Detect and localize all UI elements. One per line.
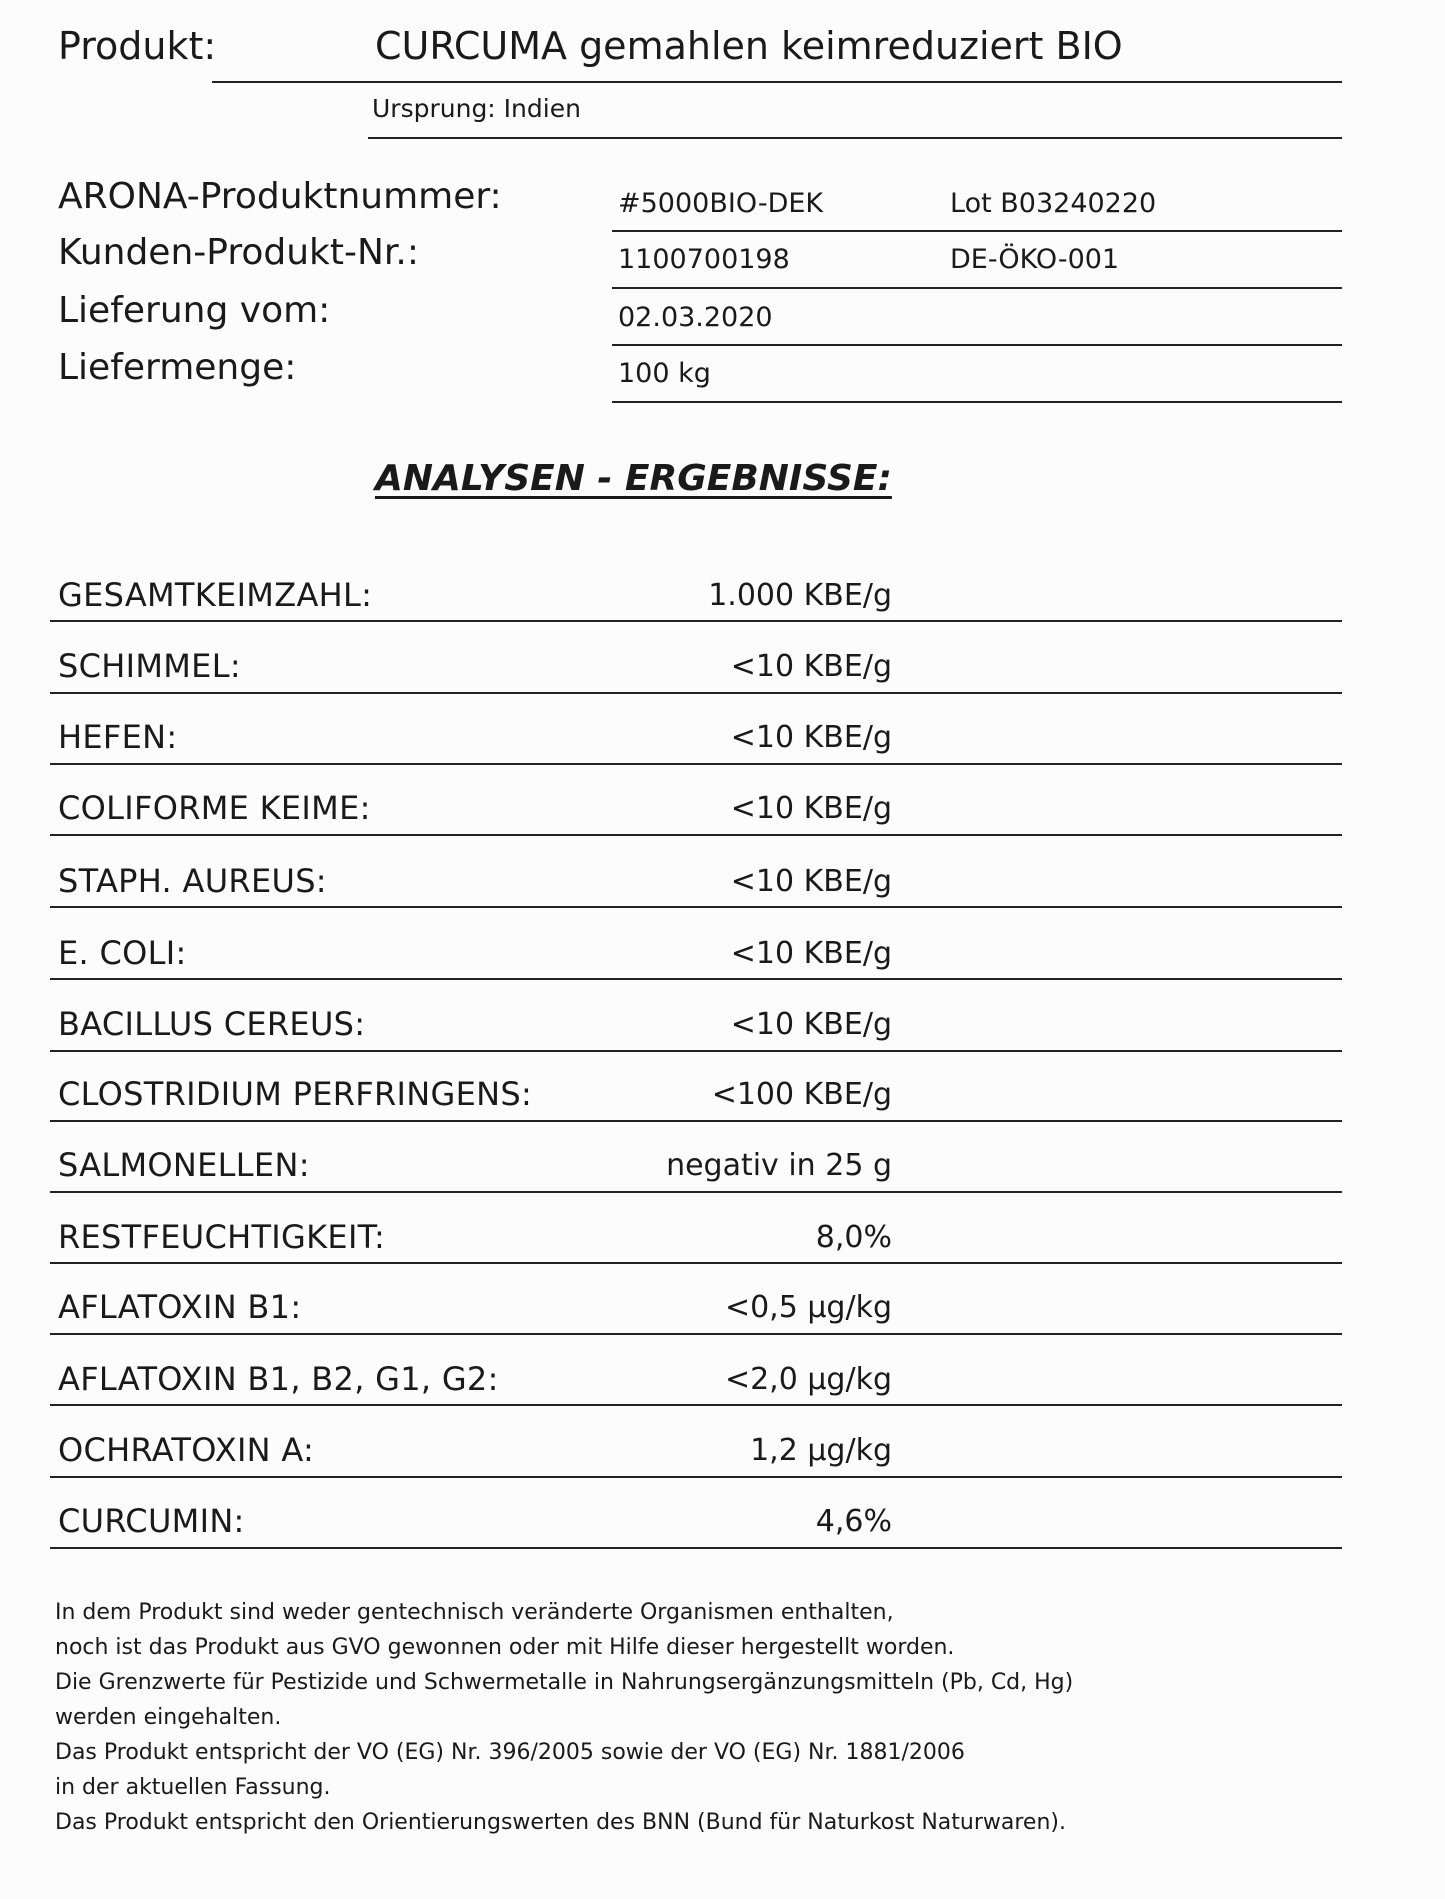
info-label-delivery-date: Lieferung vom: <box>58 290 331 331</box>
origin: Ursprung: Indien <box>372 94 581 123</box>
analysis-value: <10 KBE/g <box>730 936 892 971</box>
analysis-label: STAPH. AUREUS: <box>58 862 327 900</box>
info-value-product-number: #5000BIO-DEK <box>618 188 824 219</box>
divider <box>50 906 1342 908</box>
info-value-customer-number: 1100700198 <box>618 244 790 275</box>
analysis-value: <0,5 µg/kg <box>724 1290 892 1325</box>
analysis-label: CURCUMIN: <box>58 1502 245 1540</box>
divider <box>50 834 1342 836</box>
divider <box>50 620 1342 622</box>
analysis-value: <10 KBE/g <box>730 864 892 899</box>
info-value-delivery-date: 02.03.2020 <box>618 302 773 333</box>
analysis-value: 1,2 µg/kg <box>750 1433 892 1468</box>
analysis-label: HEFEN: <box>58 718 178 756</box>
analysis-label: E. COLI: <box>58 934 187 972</box>
analysis-label: AFLATOXIN B1: <box>58 1288 302 1326</box>
info-extra-lot: Lot B03240220 <box>950 188 1157 219</box>
divider <box>50 978 1342 980</box>
divider <box>612 230 1342 232</box>
analysis-heading: ANALYSEN - ERGEBNISSE: <box>375 458 892 499</box>
divider <box>368 137 1342 139</box>
footer-line: noch ist das Produkt aus GVO gewonnen oder mit Hilfe dieser hergestellt worden. <box>55 1635 955 1660</box>
analysis-label: OCHRATOXIN A: <box>58 1431 315 1469</box>
product-label: Produkt: <box>58 24 217 68</box>
analysis-value: 4,6% <box>815 1504 892 1539</box>
divider <box>50 692 1342 694</box>
analysis-label: RESTFEUCHTIGKEIT: <box>58 1218 386 1256</box>
footer-line: werden eingehalten. <box>55 1705 282 1730</box>
analysis-value: <2,0 µg/kg <box>724 1362 892 1397</box>
analysis-value: <100 KBE/g <box>711 1077 892 1112</box>
divider <box>612 344 1342 346</box>
divider <box>50 1333 1342 1335</box>
analysis-label: SALMONELLEN: <box>58 1146 310 1184</box>
divider <box>50 1547 1342 1549</box>
analysis-value: <10 KBE/g <box>730 1007 892 1042</box>
analysis-label: AFLATOXIN B1, B2, G1, G2: <box>58 1360 499 1398</box>
footer-line: Das Produkt entspricht den Orientierungswerten des BNN (Bund für Naturkost Naturwaren). <box>55 1810 1066 1835</box>
analysis-label: SCHIMMEL: <box>58 647 241 685</box>
analysis-value: 1.000 KBE/g <box>708 578 892 613</box>
analysis-label: GESAMTKEIMZAHL: <box>58 576 373 614</box>
divider <box>50 763 1342 765</box>
analysis-label: COLIFORME KEIME: <box>58 789 371 827</box>
analysis-value: <10 KBE/g <box>730 791 892 826</box>
analysis-label: CLOSTRIDIUM PERFRINGENS: <box>58 1075 533 1113</box>
divider <box>612 287 1342 289</box>
divider <box>212 81 1342 83</box>
info-label-customer-number: Kunden-Produkt-Nr.: <box>58 232 419 273</box>
divider <box>50 1050 1342 1052</box>
footer-line: Die Grenzwerte für Pestizide und Schwermetalle in Nahrungsergänzungsmitteln (Pb, Cd, Hg) <box>55 1670 1074 1695</box>
analysis-value: 8,0% <box>815 1220 892 1255</box>
info-extra-certification: DE-ÖKO-001 <box>950 244 1120 275</box>
divider <box>50 1476 1342 1478</box>
footer-line: in der aktuellen Fassung. <box>55 1775 331 1800</box>
divider <box>50 1120 1342 1122</box>
analysis-value: <10 KBE/g <box>730 649 892 684</box>
analysis-value: <10 KBE/g <box>730 720 892 755</box>
product-name: CURCUMA gemahlen keimreduziert BIO <box>375 24 1123 68</box>
footer-line: Das Produkt entspricht der VO (EG) Nr. 396/2005 sowie der VO (EG) Nr. 1881/2006 <box>55 1740 965 1765</box>
divider <box>50 1404 1342 1406</box>
divider <box>612 401 1342 403</box>
info-label-quantity: Liefermenge: <box>58 347 297 388</box>
analysis-value: negativ in 25 g <box>666 1148 892 1183</box>
divider <box>50 1191 1342 1193</box>
analysis-label: BACILLUS CEREUS: <box>58 1005 366 1043</box>
info-value-quantity: 100 kg <box>618 358 711 389</box>
divider <box>50 1262 1342 1264</box>
footer-line: In dem Produkt sind weder gentechnisch veränderte Organismen enthalten, <box>55 1600 894 1625</box>
info-label-product-number: ARONA-Produktnummer: <box>58 176 502 217</box>
